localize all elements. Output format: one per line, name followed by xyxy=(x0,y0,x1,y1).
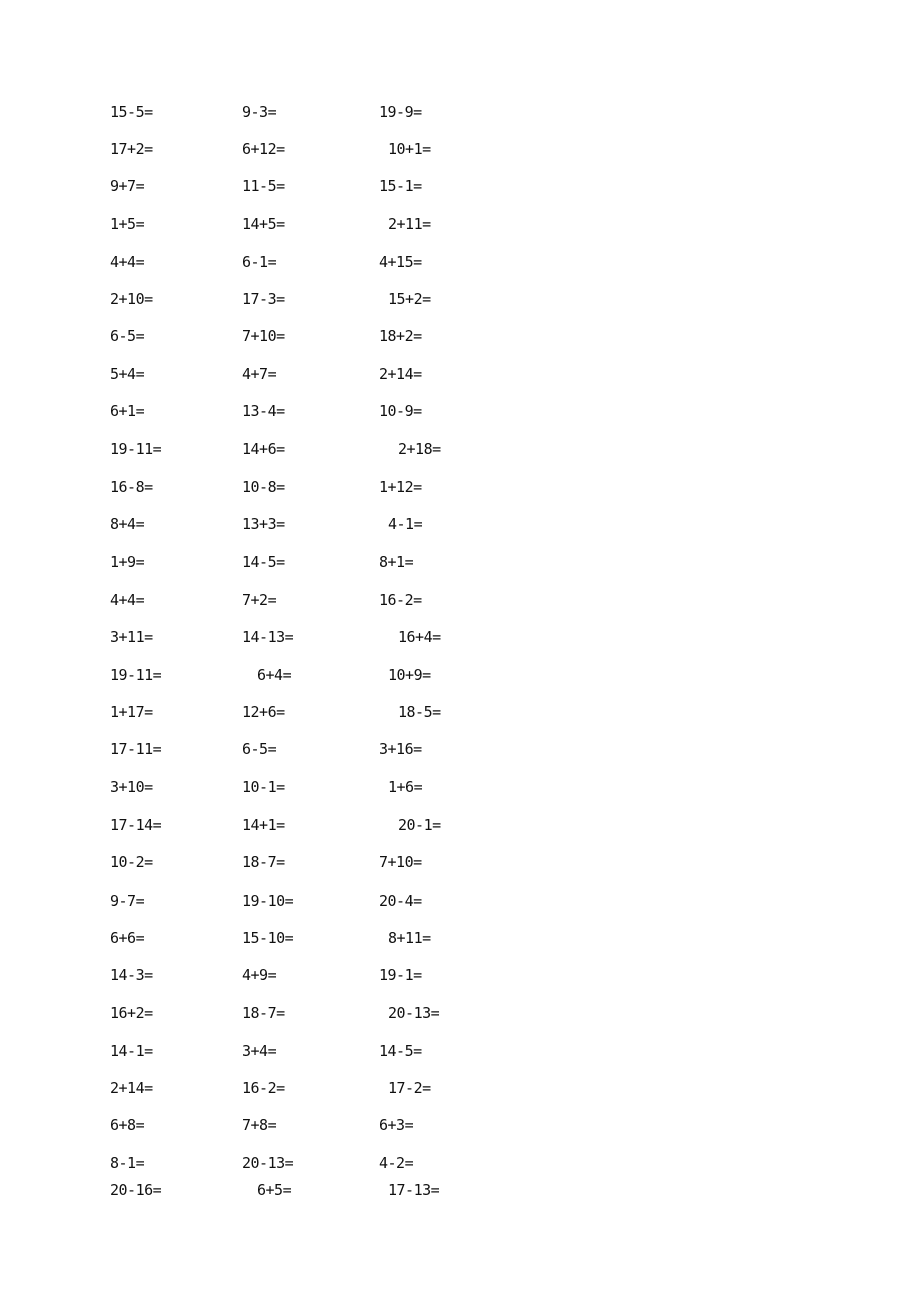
problem-row xyxy=(0,889,920,913)
problem-row xyxy=(0,963,920,987)
math-problem: 16-8= xyxy=(110,478,153,496)
problem-row xyxy=(0,1178,920,1202)
math-problem: 6+3= xyxy=(379,1116,414,1134)
problem-row xyxy=(0,625,920,649)
math-problem: 20-13= xyxy=(388,1004,440,1022)
math-problem: 15-1= xyxy=(379,177,422,195)
math-problem: 6+6= xyxy=(110,929,145,947)
problem-row xyxy=(0,287,920,311)
math-problem: 9+7= xyxy=(110,177,145,195)
math-problem: 8+4= xyxy=(110,515,145,533)
math-problem: 6+1= xyxy=(110,402,145,420)
math-problem: 2+14= xyxy=(379,365,422,383)
problem-row xyxy=(0,174,920,198)
math-problem: 3+16= xyxy=(379,740,422,758)
problem-row xyxy=(0,399,920,423)
math-problem: 17+2= xyxy=(110,140,153,158)
math-problem: 4+9= xyxy=(242,966,277,984)
problem-row xyxy=(0,512,920,536)
math-problem: 8-1= xyxy=(110,1154,145,1172)
problem-row xyxy=(0,775,920,799)
problem-row xyxy=(0,588,920,612)
math-problem: 19-10= xyxy=(242,892,294,910)
math-problem: 7+10= xyxy=(242,327,285,345)
math-problem: 10-1= xyxy=(242,778,285,796)
math-problem: 14+6= xyxy=(242,440,285,458)
math-problem: 2+11= xyxy=(388,215,431,233)
math-problem: 8+11= xyxy=(388,929,431,947)
math-problem: 16+4= xyxy=(398,628,441,646)
problem-row xyxy=(0,362,920,386)
math-problem: 17-2= xyxy=(388,1079,431,1097)
math-problem: 7+8= xyxy=(242,1116,277,1134)
math-problem: 20-1= xyxy=(398,816,441,834)
math-problem: 14-3= xyxy=(110,966,153,984)
math-problem: 17-14= xyxy=(110,816,162,834)
math-problem: 10-9= xyxy=(379,402,422,420)
math-problem: 10+1= xyxy=(388,140,431,158)
math-problem: 8+1= xyxy=(379,553,414,571)
math-problem: 4+15= xyxy=(379,253,422,271)
math-problem: 1+6= xyxy=(388,778,423,796)
problem-row xyxy=(0,324,920,348)
math-problem: 18-7= xyxy=(242,853,285,871)
math-problem: 16+2= xyxy=(110,1004,153,1022)
math-problem: 6-5= xyxy=(242,740,277,758)
math-problem: 4-2= xyxy=(379,1154,414,1172)
problem-row xyxy=(0,100,920,124)
problem-row xyxy=(0,813,920,837)
problem-row xyxy=(0,1001,920,1025)
math-problem: 9-3= xyxy=(242,103,277,121)
math-problem: 15+2= xyxy=(388,290,431,308)
math-problem: 20-4= xyxy=(379,892,422,910)
problem-row xyxy=(0,212,920,236)
problem-row xyxy=(0,250,920,274)
problem-row xyxy=(0,737,920,761)
math-problem: 9-7= xyxy=(110,892,145,910)
math-problem: 19-9= xyxy=(379,103,422,121)
math-problem: 17-13= xyxy=(388,1181,440,1199)
math-problem: 3+10= xyxy=(110,778,153,796)
math-problem: 7+10= xyxy=(379,853,422,871)
problem-row xyxy=(0,663,920,687)
math-problem: 15-5= xyxy=(110,103,153,121)
math-problem: 18-5= xyxy=(398,703,441,721)
math-problem: 3+4= xyxy=(242,1042,277,1060)
math-problem: 14+5= xyxy=(242,215,285,233)
math-problem: 17-3= xyxy=(242,290,285,308)
math-problem: 10+9= xyxy=(388,666,431,684)
math-problem: 6+8= xyxy=(110,1116,145,1134)
math-problem: 5+4= xyxy=(110,365,145,383)
math-problem: 6-5= xyxy=(110,327,145,345)
math-problem: 2+10= xyxy=(110,290,153,308)
math-problem: 19-11= xyxy=(110,440,162,458)
math-problem: 1+17= xyxy=(110,703,153,721)
math-problem: 14-5= xyxy=(242,553,285,571)
math-problem: 4+4= xyxy=(110,591,145,609)
math-problem: 4+4= xyxy=(110,253,145,271)
math-problem: 2+18= xyxy=(398,440,441,458)
math-problem: 14-1= xyxy=(110,1042,153,1060)
math-problem: 16-2= xyxy=(379,591,422,609)
math-problem: 4-1= xyxy=(388,515,423,533)
math-problem: 10-2= xyxy=(110,853,153,871)
problem-row xyxy=(0,850,920,874)
problem-row xyxy=(0,137,920,161)
math-problem: 19-1= xyxy=(379,966,422,984)
math-problem: 1+12= xyxy=(379,478,422,496)
math-problem: 14-5= xyxy=(379,1042,422,1060)
math-problem: 2+14= xyxy=(110,1079,153,1097)
math-problem: 14+1= xyxy=(242,816,285,834)
math-problem: 7+2= xyxy=(242,591,277,609)
problem-row xyxy=(0,1076,920,1100)
math-problem: 19-11= xyxy=(110,666,162,684)
math-problem: 4+7= xyxy=(242,365,277,383)
math-problem: 3+11= xyxy=(110,628,153,646)
math-problem: 18-7= xyxy=(242,1004,285,1022)
math-problem: 15-10= xyxy=(242,929,294,947)
math-problem: 6+12= xyxy=(242,140,285,158)
problem-row xyxy=(0,1151,920,1175)
math-problem: 14-13= xyxy=(242,628,294,646)
problem-row xyxy=(0,926,920,950)
math-problem: 6+4= xyxy=(257,666,292,684)
math-problem: 20-16= xyxy=(110,1181,162,1199)
math-problem: 11-5= xyxy=(242,177,285,195)
problem-row xyxy=(0,700,920,724)
math-problem: 20-13= xyxy=(242,1154,294,1172)
math-problem: 18+2= xyxy=(379,327,422,345)
math-problem: 10-8= xyxy=(242,478,285,496)
math-problem: 6-1= xyxy=(242,253,277,271)
math-problem: 12+6= xyxy=(242,703,285,721)
math-problem: 1+5= xyxy=(110,215,145,233)
problem-row xyxy=(0,1039,920,1063)
math-problem: 16-2= xyxy=(242,1079,285,1097)
math-problem: 13+3= xyxy=(242,515,285,533)
math-problem: 13-4= xyxy=(242,402,285,420)
problem-row xyxy=(0,550,920,574)
problem-row xyxy=(0,437,920,461)
math-problem: 1+9= xyxy=(110,553,145,571)
problem-row xyxy=(0,1113,920,1137)
math-problem: 17-11= xyxy=(110,740,162,758)
problem-row xyxy=(0,475,920,499)
math-problem: 6+5= xyxy=(257,1181,292,1199)
